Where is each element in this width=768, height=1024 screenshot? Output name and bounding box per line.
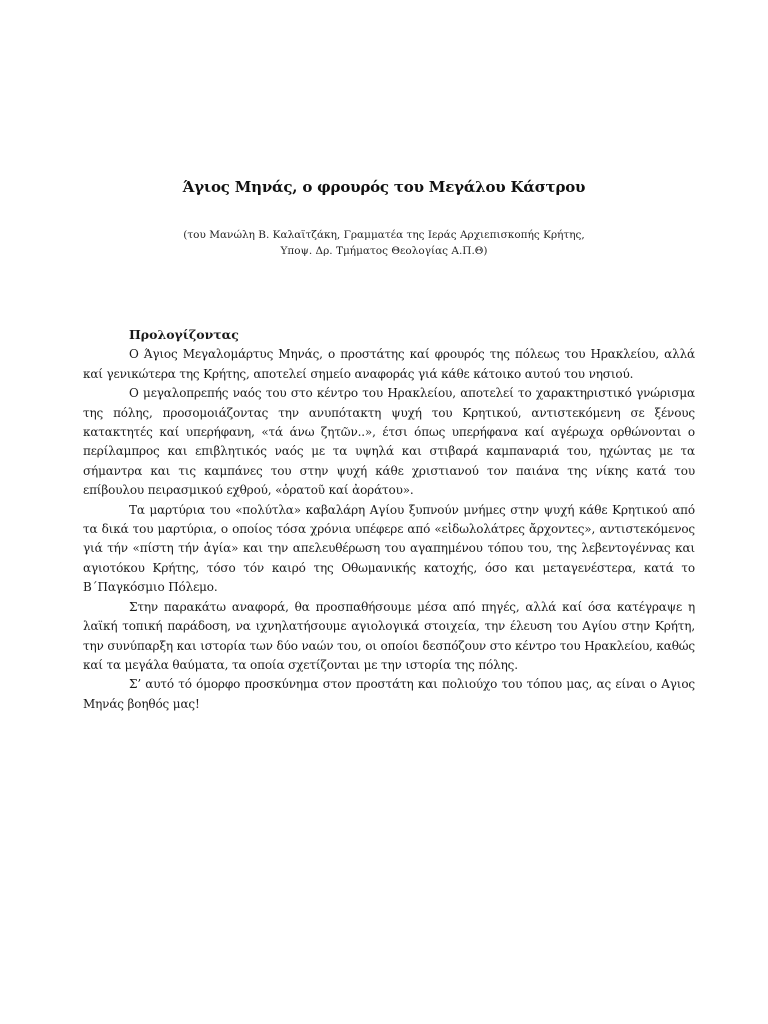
paragraph-2: Ο μεγαλοπρεπής ναός του στο κέντρο του Ηρακλείου, αποτελεί το χαρακτηριστικό γνώρισμα της πόλης, προσομοιάζοντας την ανυπότακτη ψυχή του Κρητικού, αντιστεκόμενη σε ξένους κατακτητές καί υπερήφανη, «τά άνω ζητῶν..», έτσι όπως υπερήφανα καί αγέρωχα ορθώνονται ο περίλαμπρος και επιβλητικός ναός με τα υψηλά και στιβαρά καμπαναριά του, ηχώντας με τα σήμαντρα και τις καμπάνες του στην ψυχή κάθε χριστιανού τον παιάνα της νίκης κατά του επίβουλου πειρασμικού εχθρού, «ὁρατοῦ καί ἀοράτου». bbox=[83, 386, 695, 498]
paragraph-1: Ο Άγιος Μεγαλομάρτυς Μηνάς, ο προστάτης καί φρουρός της πόλεως του Ηρακλείου, αλλά καί γενικώτερα της Κρήτης, αποτελεί σημείο αναφοράς γιά κάθε κάτοικο αυτού του νησιού. bbox=[83, 347, 695, 381]
paragraph-3: Τα μαρτύρια του «πολύτλα» καβαλάρη Αγίου ξυπνούν μνήμες στην ψυχή κάθε Κρητικού από τα δικά του μαρτύρια, ο οποίος τόσα χρόνια υπέφερε από «εἰδωλολάτρες ἄρχοντες», αντιστεκόμενος γιά τήν «πίστη τήν ἁγία» και την απελευθέρωση του αγαπημένου τόπου του, της λεβεντογέννας και αγιοτόκου Κρήτης, τόσο τόν καιρό της Οθωμανικής κατοχής, όσο και μεταγενέστερα, κατά το Β΄Παγκόσμιο Πόλεμο. bbox=[83, 502, 695, 595]
paragraph-5: Σ’ αυτό τό όμορφο προσκύνημα στον προστάτη και πολιούχο του τόπου μας, ας είναι ο Αγιος Μηνάς βοηθός μας! bbox=[83, 677, 695, 711]
document-title: Άγιος Μηνάς, ο φρουρός του Μεγάλου Κάστρου bbox=[182, 178, 586, 196]
author-byline bbox=[0, 227, 768, 259]
document-body bbox=[83, 325, 695, 714]
byline-line-1: (του Μανώλη Β. Καλαϊτζάκη, Γραμματέα της Ιεράς Αρχιεπισκοπής Κρήτης, bbox=[183, 229, 585, 241]
section-heading: Προλογίζοντας bbox=[129, 327, 239, 342]
byline-line-2: Υποψ. Δρ. Τμήματος Θεολογίας Α.Π.Θ) bbox=[280, 245, 488, 257]
paragraph-4: Στην παρακάτω αναφορά, θα προσπαθήσουμε μέσα από πηγές, αλλά καί όσα κατέγραψε η λαϊκή τοπική παράδοση, να ιχνηλατήσουμε αγιολογικά στοιχεία, την έλευση του Αγίου στην Κρήτη, την συνύπαρξη και ιστορία των δύο ναών του, οι οποίοι δεσπόζουν στο κέντρο του Ηρακλείου, καθώς καί τα μεγάλα θαύματα, τα οποία σχετίζονται με την ιστορία της πόλης. bbox=[83, 599, 695, 672]
